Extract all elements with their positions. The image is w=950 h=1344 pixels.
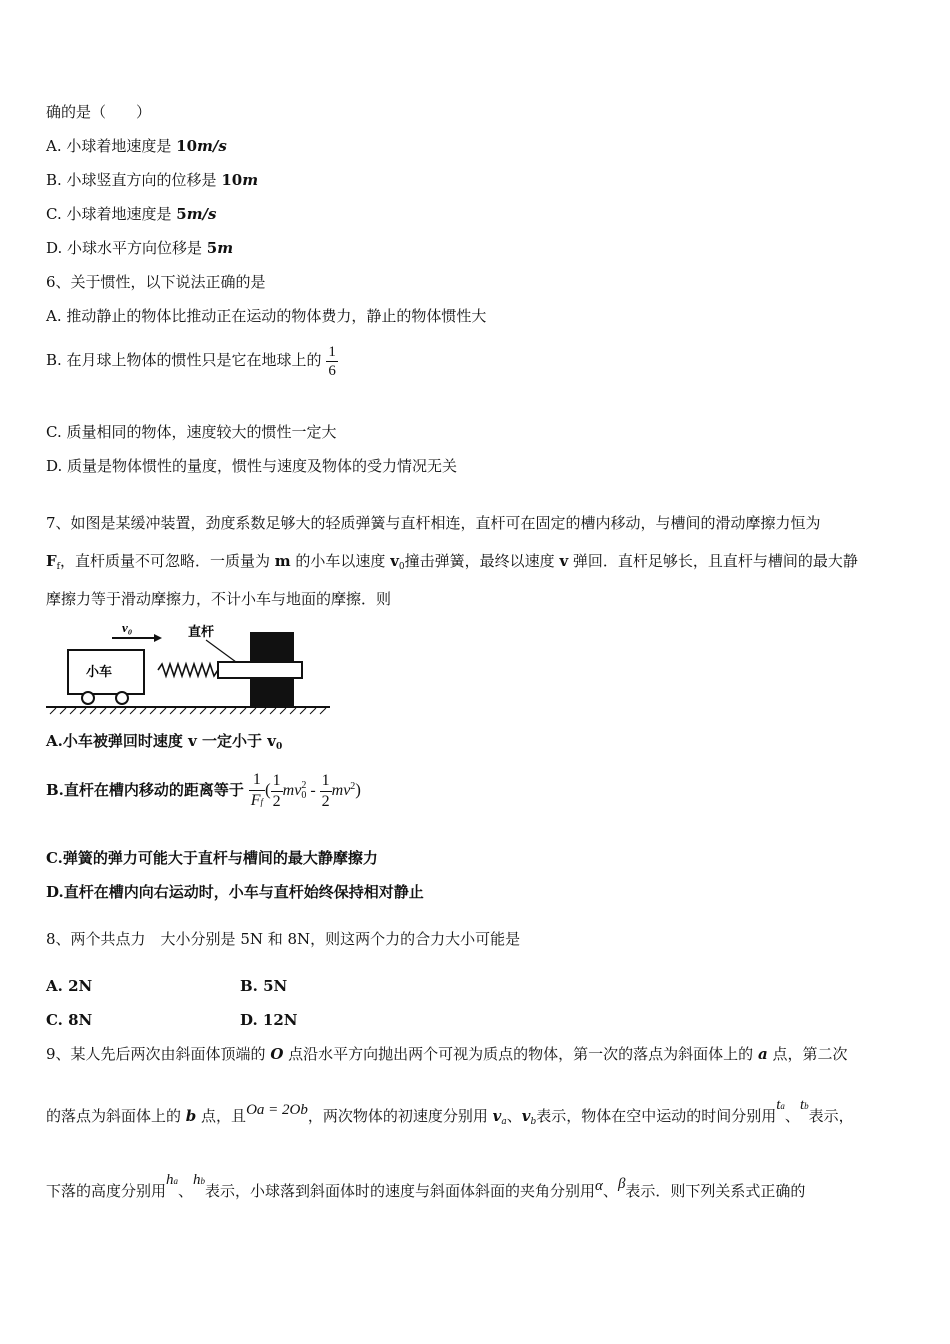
text-line: 确的是（ ） (46, 103, 152, 121)
unit: m/s (197, 137, 227, 155)
value: 5 (176, 205, 187, 223)
ground-hatch (50, 708, 326, 714)
subscript: 0 (275, 742, 283, 752)
fig-label-v0: v₀ (122, 620, 133, 635)
question-9-line3 (46, 1172, 806, 1203)
symbol: v (267, 732, 276, 750)
option-6d: D. 质量是物体惯性的量度，惯性与速度及物体的受力情况无关 (46, 457, 458, 475)
denominator: 6 (328, 362, 336, 379)
symbol-alpha: α (595, 1178, 603, 1194)
separator: 、 (506, 1107, 522, 1125)
option-6b (46, 340, 338, 380)
question-7-line1: 7、如图是某缓冲装置，劲度系数足够大的轻质弹簧与直杆相连，直杆可在固定的槽内移动，与槽间的滑动摩擦力恒为 (46, 514, 821, 532)
question-8: 8、两个共点力 大小分别是 5N 和 8N，则这两个力的合力大小可能是 (46, 930, 521, 948)
separator: 、 (178, 1182, 194, 1200)
option-text: B.直杆在槽内移动的距离等于 (46, 781, 244, 799)
superscript: 2 (301, 780, 307, 791)
paren: ) (355, 780, 361, 799)
leader-line (206, 640, 236, 662)
unit: m/s (186, 205, 217, 223)
option-7b (46, 762, 361, 812)
option-text: A.小车被弹回时速度 (46, 732, 189, 750)
slot-top (250, 632, 294, 662)
fig-label-car: 小车 (86, 665, 113, 680)
value: 10 (221, 171, 243, 189)
option-7d: D.直杆在槽内向右运动时，小车与直杆始终保持相对静止 (46, 883, 424, 901)
text: ，直杆质量不可忽略．一质量为 (60, 552, 275, 570)
text: 点沿水平方向抛出两个可视为质点的物体，第一次的落点为斜面体上的 (283, 1045, 758, 1063)
symbol: t (799, 1097, 805, 1113)
option-text: C. 小球着地速度是 (46, 205, 177, 223)
arrow-head (154, 634, 162, 642)
separator: 、 (602, 1182, 618, 1200)
text: 9、某人先后两次由斜面体顶端的 (46, 1045, 271, 1063)
option-text: D. 小球水平方向位移是 (46, 239, 207, 257)
denominator: 2 (321, 792, 330, 810)
option-text: B. 小球竖直方向的位移是 (46, 171, 222, 189)
option-8c: C. 8N (46, 1011, 93, 1029)
option-7c: C.弹簧的弹力可能大于直杆与槽间的最大静摩擦力 (46, 849, 378, 867)
subscript: a (780, 1101, 785, 1111)
option-5c (46, 204, 216, 224)
option-text: B. 在月球上物体的惯性只是它在地球上的 (46, 351, 322, 369)
option-6c: C. 质量相同的物体，速度较大的惯性一定大 (46, 423, 337, 441)
text: 的落点为斜面体上的 (46, 1107, 186, 1125)
question-7-line3: 摩擦力等于滑动摩擦力，不计小车与地面的摩擦．则 (46, 590, 392, 608)
symbol: h (166, 1172, 174, 1188)
fraction-1-over-Ff (249, 770, 265, 812)
text: 表示．则下列关系式正确的 (625, 1182, 806, 1200)
subscript: f (260, 797, 263, 807)
subscript: 0 (398, 562, 405, 572)
value: 10 (176, 137, 198, 155)
term: mv (331, 782, 351, 799)
symbol: v (492, 1107, 502, 1125)
rod (218, 662, 302, 678)
subscript: a (501, 1117, 507, 1127)
text: 一定小于 (196, 732, 268, 750)
numerator: 1 (252, 771, 261, 788)
denominator: 2 (272, 792, 281, 810)
buffer-device-figure (46, 618, 336, 718)
text: 弹回．直杆足够长，且直杆与槽间的最大静 (568, 552, 858, 570)
text: 的小车以速度 (290, 552, 391, 570)
subscript: a (173, 1176, 179, 1186)
equation: Oa = 2Ob (246, 1102, 308, 1118)
unit: m (217, 239, 234, 257)
fig-label-rod: 直杆 (188, 625, 215, 640)
symbol: t (776, 1097, 781, 1113)
option-5b (46, 170, 258, 190)
text: 表示，小球落到斜面体时的速度与斜面体斜面的夹角分别用 (205, 1182, 596, 1200)
slot-bottom (250, 678, 294, 706)
option-8b: B. 5N (240, 977, 288, 995)
option-6a: A. 推动静止的物体比推动正在运动的物体费力，静止的物体惯性大 (46, 307, 487, 325)
question-7-line2 (46, 551, 858, 577)
question-6: 6、关于惯性，以下说法正确的是 (46, 273, 266, 291)
subscript: b (804, 1101, 809, 1111)
symbol: v (521, 1107, 531, 1125)
subscript: f (56, 562, 60, 572)
fraction (326, 343, 338, 380)
text: 撞击弹簧，最终以速度 (404, 552, 560, 570)
symbol: v (559, 552, 569, 570)
symbol: m (274, 552, 291, 570)
symbol: v (188, 732, 197, 750)
numerator: 1 (328, 343, 336, 360)
denominator: F (250, 792, 261, 809)
option-7a (46, 731, 282, 757)
numerator: 1 (272, 771, 281, 789)
text: 点，第二次 (767, 1045, 848, 1063)
superscript: 2 (350, 781, 356, 792)
option-5d (46, 238, 233, 258)
fraction-half (271, 771, 283, 812)
minus: - (306, 782, 320, 799)
car-wheel (116, 692, 128, 704)
term: mv (282, 782, 302, 799)
unit: m (242, 171, 259, 189)
text: 表示， (808, 1107, 854, 1125)
subscript: b (530, 1117, 537, 1127)
text: 下落的高度分别用 (46, 1182, 167, 1200)
text: ，两次物体的初速度分别用 (307, 1107, 493, 1125)
symbol: F (46, 552, 57, 570)
symbol: O (270, 1045, 284, 1063)
subscript: 0 (301, 790, 307, 801)
fraction-half (320, 771, 332, 812)
numerator: 1 (321, 771, 330, 789)
text: 表示，物体在空中运动的时间分别用 (536, 1107, 777, 1125)
option-text: A. 小球着地速度是 (46, 137, 177, 155)
symbol-beta: β (617, 1176, 626, 1192)
symbol: b (185, 1107, 197, 1125)
spring (158, 664, 218, 676)
separator: 、 (784, 1107, 800, 1125)
symbol: h (193, 1172, 201, 1188)
subscript: b (200, 1176, 206, 1186)
value: 5 (206, 239, 218, 257)
paren: ( (264, 780, 271, 799)
text: 点，且 (196, 1107, 247, 1125)
symbol: v (390, 552, 399, 570)
symbol: a (757, 1045, 768, 1063)
option-5a (46, 136, 227, 156)
question-9-line2 (46, 1097, 854, 1132)
option-8d: D. 12N (240, 1011, 298, 1029)
question-9-line1 (46, 1044, 847, 1064)
car-wheel (82, 692, 94, 704)
option-8a: A. 2N (46, 977, 93, 995)
